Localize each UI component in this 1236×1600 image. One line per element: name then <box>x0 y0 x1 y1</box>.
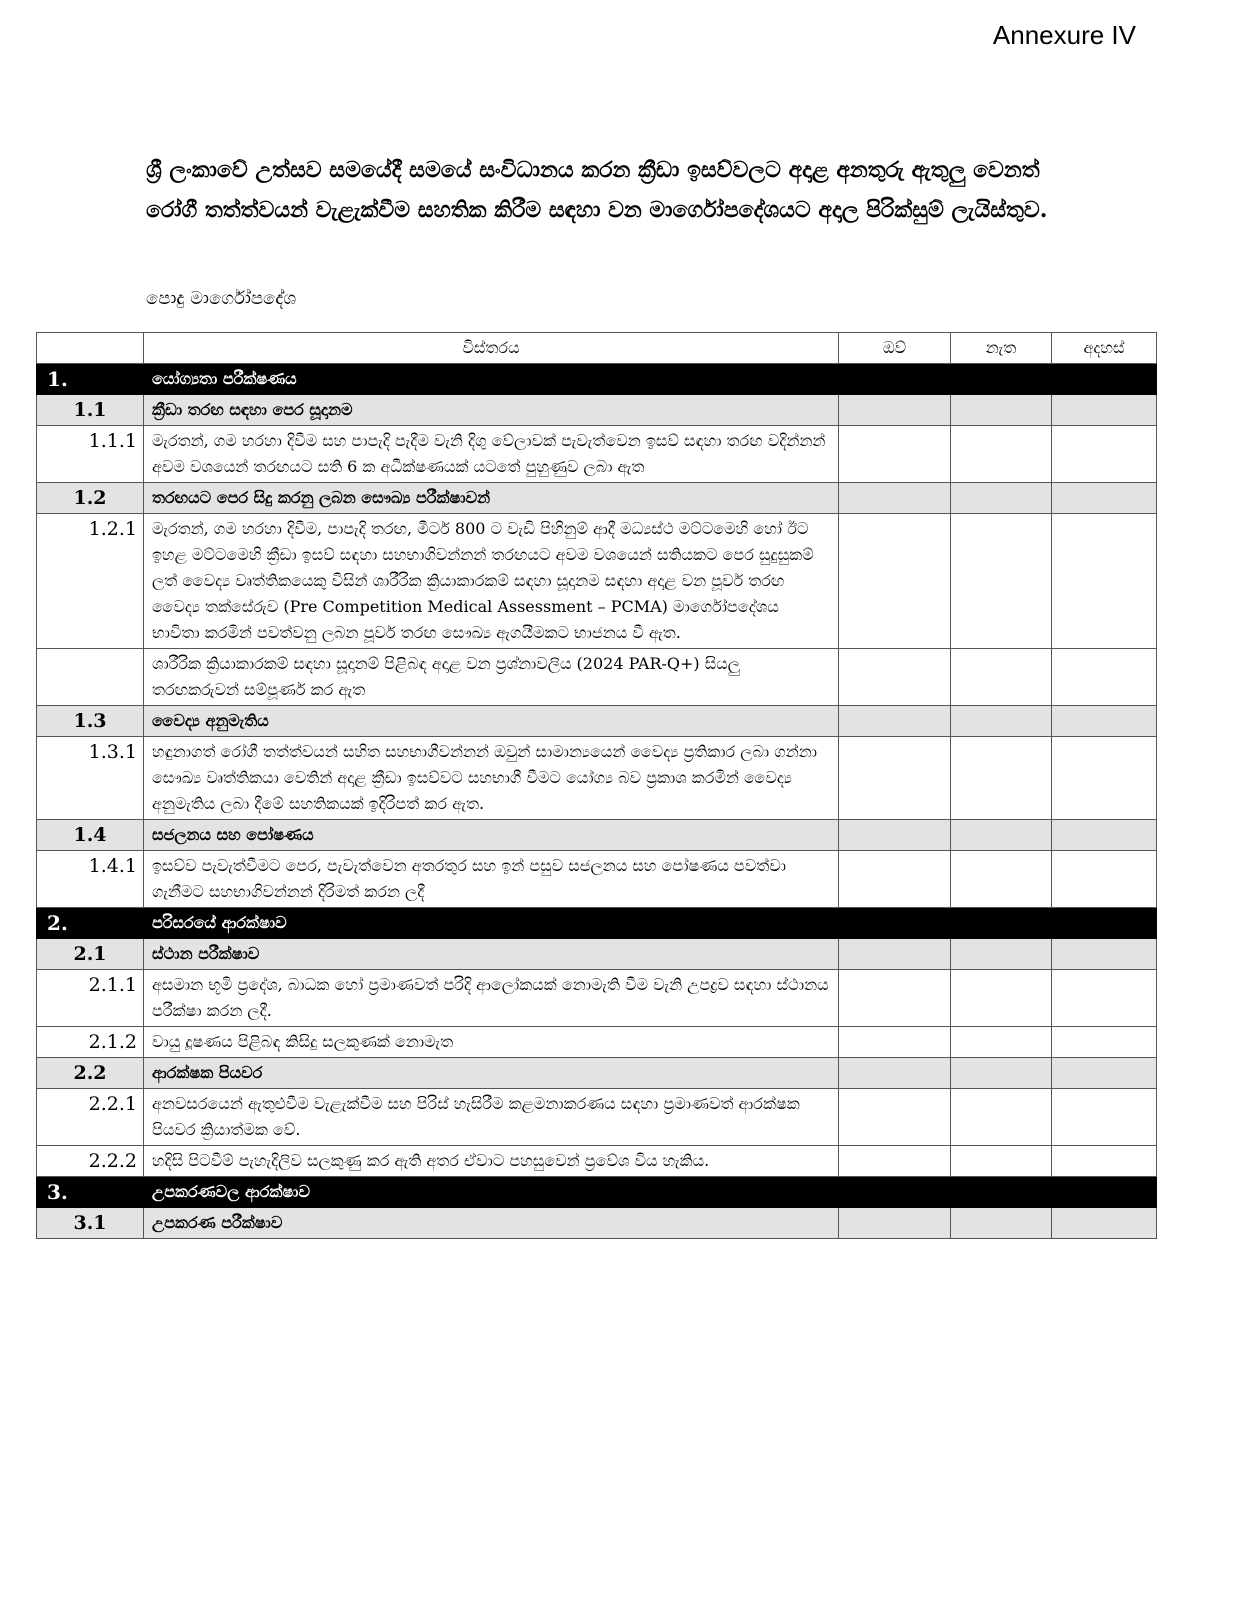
yes-cell[interactable] <box>839 364 951 395</box>
yes-cell[interactable] <box>839 1146 951 1177</box>
checklist-row-sub <box>37 395 1157 426</box>
checklist-row-sub <box>37 939 1157 970</box>
no-cell[interactable] <box>951 1089 1052 1146</box>
checklist-row-sub <box>37 820 1157 851</box>
row-number: 2.1.2 <box>37 1027 144 1058</box>
row-number: 3.1 <box>37 1208 144 1239</box>
remarks-cell[interactable] <box>1052 1058 1157 1089</box>
remarks-cell[interactable] <box>1052 1208 1157 1239</box>
row-number: 1.1.1 <box>37 426 144 483</box>
row-number: 3. <box>37 1177 144 1208</box>
no-cell[interactable] <box>951 483 1052 514</box>
checklist-row-item <box>37 737 1157 820</box>
row-description: යෝග්‍යතා පරීක්ෂණය <box>144 364 839 395</box>
annexure-label: Annexure IV <box>992 20 1136 50</box>
remarks-cell[interactable] <box>1052 851 1157 908</box>
yes-cell[interactable] <box>839 514 951 649</box>
no-cell[interactable] <box>951 649 1052 706</box>
row-description: ස්ථාන පරීක්ෂාව <box>144 939 839 970</box>
no-cell[interactable] <box>951 851 1052 908</box>
yes-cell[interactable] <box>839 395 951 426</box>
header-yes: ඔව් <box>839 333 951 364</box>
row-description: ආරක්ෂක පියවර <box>144 1058 839 1089</box>
checklist-row-item <box>37 970 1157 1027</box>
no-cell[interactable] <box>951 1146 1052 1177</box>
checklist-row-sub <box>37 483 1157 514</box>
no-cell[interactable] <box>951 395 1052 426</box>
remarks-cell[interactable] <box>1052 1027 1157 1058</box>
checklist-row-item <box>37 426 1157 483</box>
header-remarks: අදහස් <box>1052 333 1157 364</box>
no-cell[interactable] <box>951 970 1052 1027</box>
remarks-cell[interactable] <box>1052 737 1157 820</box>
remarks-cell[interactable] <box>1052 514 1157 649</box>
checklist-row-item <box>37 1146 1157 1177</box>
no-cell[interactable] <box>951 1027 1052 1058</box>
yes-cell[interactable] <box>839 426 951 483</box>
checklist-row-sub <box>37 1208 1157 1239</box>
no-cell[interactable] <box>951 514 1052 649</box>
no-cell[interactable] <box>951 820 1052 851</box>
no-cell[interactable] <box>951 1058 1052 1089</box>
row-description: මැරතන්, ගම හරහා දිවීම, පාපැදි තරඟ, මීටර් 800 ට වැඩි පිහිනුම් ආදී මධ්‍යස්ථ මට්ටමෙහි හෝ ඊට ඉහළ මට්ටමෙහි ක්‍රීඩා ඉසව් සඳහා සහභාගිවන්නන් තරඟයට අවම වශයෙන් සතියකට පෙර සුදුසුකම් ලත් වෛද්‍ය වෘත්තිකයෙකු විසින් ශාරීරික ක්‍රියාකාරකම් සඳහා සූදානම සඳහා අදාළ වන පූර්ව තරඟ වෛද්‍ය තක්සේරුව (Pre Competition Medical Assessment – PCMA) මාර්ගෝපදේශය භාවිතා කරමින් පවත්වනු ලබන පූර්ව තරඟ සෞඛ්‍ය ඇගයීමකට භාජනය වී ඇත. <box>144 514 839 649</box>
checklist-table <box>36 332 1157 1239</box>
row-number: 2.2 <box>37 1058 144 1089</box>
yes-cell[interactable] <box>839 970 951 1027</box>
row-description: තරඟයට පෙර සිදු කරනු ලබන සෞඛ්‍ය පරීක්ෂාවන් <box>144 483 839 514</box>
yes-cell[interactable] <box>839 483 951 514</box>
no-cell[interactable] <box>951 1177 1052 1208</box>
checklist-body <box>37 364 1157 1239</box>
no-cell[interactable] <box>951 426 1052 483</box>
remarks-cell[interactable] <box>1052 395 1157 426</box>
no-cell[interactable] <box>951 939 1052 970</box>
remarks-cell[interactable] <box>1052 1089 1157 1146</box>
table-header-row <box>37 333 1157 364</box>
yes-cell[interactable] <box>839 737 951 820</box>
yes-cell[interactable] <box>839 649 951 706</box>
header-number <box>37 333 144 364</box>
row-description: මැරතන්, ගම හරහා දිවීම සහ පාපැදි පැදීම වැනි දිගු වේලාවක් පැවැත්වෙන ඉසව් සඳහා තරඟ වදින්නන් අවම වශයෙන් තරඟයට සති 6 ක අධීක්ෂණයක් යටතේ පුහුණුව ලබා ඇත <box>144 426 839 483</box>
checklist-row-section <box>37 364 1157 395</box>
remarks-cell[interactable] <box>1052 649 1157 706</box>
row-description: ක්‍රීඩා තරඟ සඳහා පෙර සූදානම <box>144 395 839 426</box>
remarks-cell[interactable] <box>1052 364 1157 395</box>
row-description: සජලනය සහ පෝෂණය <box>144 820 839 851</box>
row-description: පරිසරයේ ආරක්ෂාව <box>144 908 839 939</box>
row-number: 2.2.1 <box>37 1089 144 1146</box>
no-cell[interactable] <box>951 1208 1052 1239</box>
row-description: හඳුනාගත් රෝගී තත්ත්වයන් සහිත සහභාගීවන්නන් ඔවුන් සාමාන්‍යයෙන් වෛද්‍ය ප්‍රතිකාර ලබා ගන්නා සෞඛ්‍ය වෘත්තිකයා වෙතින් අදාළ ක්‍රීඩා ඉසව්වට සහභාගී වීමට යෝග්‍ය බව ප්‍රකාශ කරමින් වෛද්‍ය අනුමැතිය ලබා දීමේ සහතිකයක් ඉදිරිපත් කර ඇත. <box>144 737 839 820</box>
checklist-row-item <box>37 1027 1157 1058</box>
row-number <box>37 649 144 706</box>
header-description: විස්තරය <box>144 333 839 364</box>
yes-cell[interactable] <box>839 939 951 970</box>
row-number: 1.2 <box>37 483 144 514</box>
row-description: අනවසරයෙන් ඇතුළුවීම වැළැක්වීම සහ පිරිස් හැසිරීම කළමනාකරණය සඳහා ප්‍රමාණවත් ආරක්ෂක පියවර ක්‍රියාත්මක වේ. <box>144 1089 839 1146</box>
row-number: 1.3.1 <box>37 737 144 820</box>
document-subtitle: පොදු මාර්ගෝපදේශ <box>146 288 297 309</box>
yes-cell[interactable] <box>839 1089 951 1146</box>
row-number: 2.1 <box>37 939 144 970</box>
remarks-cell[interactable] <box>1052 483 1157 514</box>
row-number: 1.4 <box>37 820 144 851</box>
remarks-cell[interactable] <box>1052 1177 1157 1208</box>
row-number: 1.1 <box>37 395 144 426</box>
yes-cell[interactable] <box>839 908 951 939</box>
checklist-row-item <box>37 851 1157 908</box>
checklist-row-section <box>37 1177 1157 1208</box>
row-number: 2. <box>37 908 144 939</box>
checklist-row-item <box>37 514 1157 649</box>
no-cell[interactable] <box>951 706 1052 737</box>
row-number: 2.1.1 <box>37 970 144 1027</box>
row-number: 1.2.1 <box>37 514 144 649</box>
row-description: වායු දූෂණය පිළිබඳ කිසිදු සලකුණක් නොමැත <box>144 1027 839 1058</box>
yes-cell[interactable] <box>839 1027 951 1058</box>
row-description: උපකරණ පරීක්ෂාව <box>144 1208 839 1239</box>
row-number: 2.2.2 <box>37 1146 144 1177</box>
row-number: 1.3 <box>37 706 144 737</box>
remarks-cell[interactable] <box>1052 970 1157 1027</box>
row-number: 1. <box>37 364 144 395</box>
row-description: හදිසි පිටවීම් පැහැදිලිව සලකුණු කර ඇති අතර ඒවාට පහසුවෙන් ප්‍රවේශ විය හැකිය. <box>144 1146 839 1177</box>
document-title: ශ්‍රී ලංකාවේ උත්සව සමයේදී සමයේ සංවිධානය කරන ක්‍රීඩා ඉසව්වලට අදාළ අනතුරු ඇතුලු වෙනත් රෝගී තත්ත්වයන් වැළැක්වීම සහතික කිරීම සඳහා වන මාර්ගෝපදේශයට අදාල පිරික්සුම් ලැයිස්තුව. <box>146 157 1048 223</box>
no-cell[interactable] <box>951 908 1052 939</box>
checklist-row-item <box>37 649 1157 706</box>
header-no: නැත <box>951 333 1052 364</box>
remarks-cell[interactable] <box>1052 820 1157 851</box>
remarks-cell[interactable] <box>1052 908 1157 939</box>
remarks-cell[interactable] <box>1052 939 1157 970</box>
row-description: අසමාන භූමි ප්‍රදේශ, බාධක හෝ ප්‍රමාණවත් පරිදි ආලෝකයක් නොමැති වීම වැනි උපද්‍රව සඳහා ස්ථානය පරීක්ෂා කරන ලදී. <box>144 970 839 1027</box>
checklist-row-sub <box>37 1058 1157 1089</box>
checklist-row-sub <box>37 706 1157 737</box>
yes-cell[interactable] <box>839 1208 951 1239</box>
remarks-cell[interactable] <box>1052 426 1157 483</box>
yes-cell[interactable] <box>839 706 951 737</box>
yes-cell[interactable] <box>839 1177 951 1208</box>
yes-cell[interactable] <box>839 820 951 851</box>
checklist-row-section <box>37 908 1157 939</box>
row-description: ශාරීරික ක්‍රියාකාරකම් සඳහා සූදානම් පිළිබඳ අදාළ වන ප්‍රශ්නාවලිය (2024 PAR-Q+) සියලු තරඟකරුවන් සම්පූර්ණ කර ඇත <box>144 649 839 706</box>
checklist-row-item <box>37 1089 1157 1146</box>
row-description: උපකරණවල ආරක්ෂාව <box>144 1177 839 1208</box>
row-description: ඉසව්ව පැවැත්වීමට පෙර, පැවැත්වෙන අතරතුර සහ ඉන් පසුව සජලනය සහ පෝෂණය පවත්වා ගැනීමට සහභාගිවන්නන් දිරිමත් කරන ලදී <box>144 851 839 908</box>
row-number: 1.4.1 <box>37 851 144 908</box>
yes-cell[interactable] <box>839 851 951 908</box>
remarks-cell[interactable] <box>1052 1146 1157 1177</box>
no-cell[interactable] <box>951 737 1052 820</box>
yes-cell[interactable] <box>839 1058 951 1089</box>
remarks-cell[interactable] <box>1052 706 1157 737</box>
row-description: වෛද්‍ය අනුමැතිය <box>144 706 839 737</box>
no-cell[interactable] <box>951 364 1052 395</box>
